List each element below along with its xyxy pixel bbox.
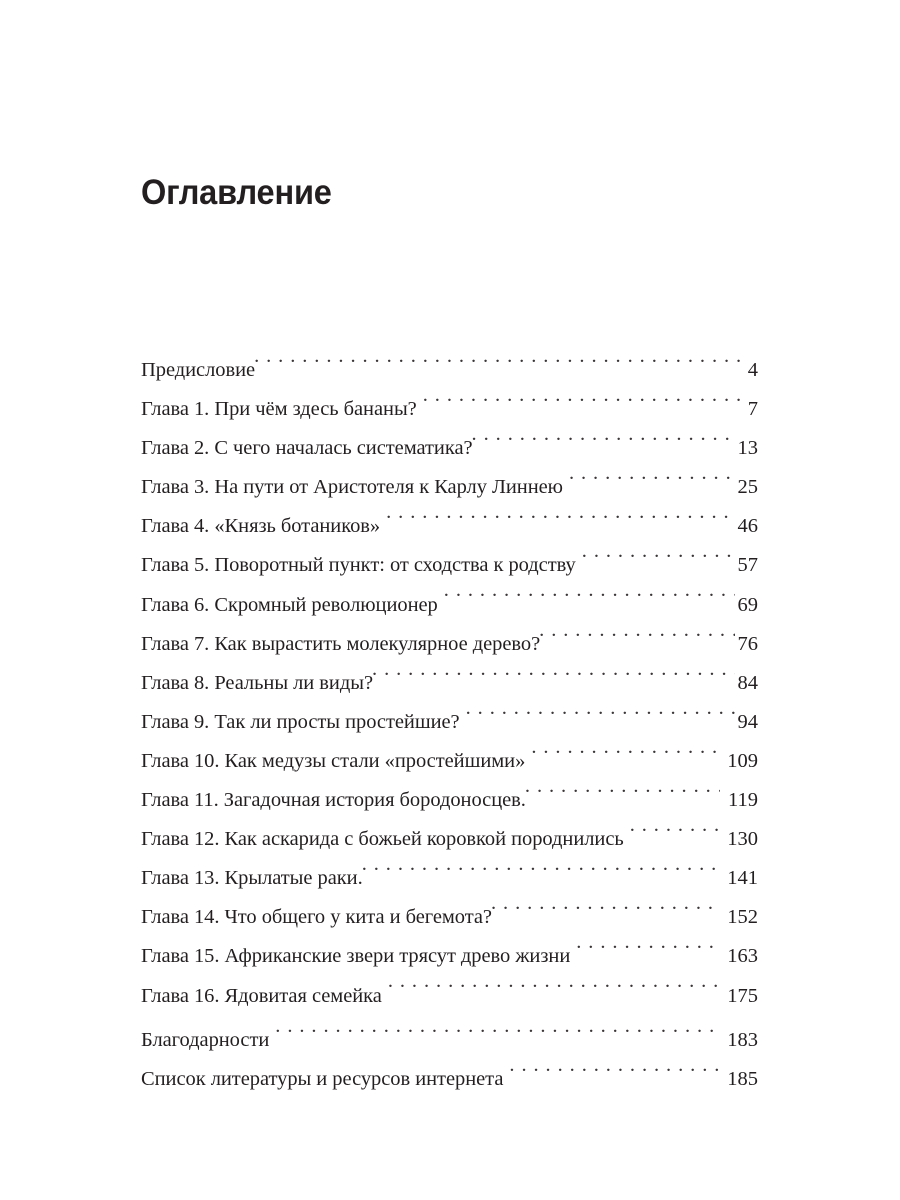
toc-page-number: 94 — [737, 710, 758, 733]
toc-entry-label: Глава 15. Африканские звери трясут древо жизни — [141, 945, 571, 968]
toc-entry-label: Глава 1. При чём здесь бананы? — [141, 398, 417, 421]
toc-entry[interactable] — [141, 546, 758, 585]
toc-entry[interactable] — [141, 977, 758, 1016]
toc-dot-leader — [509, 1064, 719, 1085]
toc-entry[interactable] — [141, 859, 758, 898]
toc-entry-label: Глава 12. Как аскарида с божьей коровкой породнились — [141, 828, 624, 851]
toc-dot-leader — [362, 864, 720, 885]
toc-entry-label: Глава 5. Поворотный пункт: от сходства к родству — [141, 554, 576, 577]
table-of-contents-list — [141, 351, 758, 1099]
toc-entry[interactable] — [141, 937, 758, 976]
toc-entry-label: Глава 3. На пути от Аристотеля к Карлу Линнею — [141, 476, 563, 499]
toc-entry-label: Глава 16. Ядовитая семейка — [141, 984, 382, 1007]
toc-page-number: 185 — [727, 1067, 758, 1090]
toc-dot-leader — [444, 590, 735, 611]
toc-page-number: 69 — [737, 593, 758, 616]
toc-dot-leader — [539, 629, 734, 650]
toc-dot-leader — [582, 551, 735, 572]
toc-page-number: 109 — [727, 749, 758, 772]
toc-entry-label: Предисловие — [141, 359, 256, 381]
toc-dot-leader — [569, 473, 735, 494]
toc-entry-label: Глава 11. Загадочная история бородоносцев. — [141, 789, 526, 812]
toc-entry[interactable] — [141, 586, 758, 625]
toc-entry-label: Глава 2. С чего началась систематика? — [141, 437, 473, 460]
toc-entry-label: Глава 13. Крылатые раки. — [141, 867, 363, 890]
toc-page-number: 119 — [728, 789, 758, 812]
toc-dot-leader — [423, 395, 745, 416]
toc-entry-label: Глава 10. Как медузы стали «простейшими» — [141, 749, 526, 772]
toc-entry[interactable] — [141, 742, 758, 781]
toc-entry[interactable] — [141, 781, 758, 820]
toc-dot-leader — [576, 942, 719, 963]
toc-dot-leader — [388, 981, 719, 1002]
toc-dot-leader — [525, 786, 720, 807]
toc-entry-label: Глава 4. «Князь ботаников» — [141, 515, 381, 538]
toc-entry[interactable] — [141, 625, 758, 664]
toc-dot-leader — [491, 903, 719, 924]
toc-dot-leader — [630, 825, 720, 846]
toc-page-number: 25 — [737, 476, 758, 499]
toc-entry-label: Список литературы и ресурсов интернета — [141, 1067, 504, 1090]
toc-dot-leader — [472, 434, 735, 455]
toc-entry[interactable] — [141, 468, 758, 507]
toc-entry[interactable] — [141, 898, 758, 937]
toc-page-number: 57 — [737, 554, 758, 577]
toc-page-number: 183 — [727, 1028, 758, 1051]
page-title: Оглавление — [141, 173, 332, 213]
toc-dot-leader — [531, 746, 719, 767]
toc-page-number: 13 — [737, 437, 758, 460]
toc-page-number: 46 — [737, 515, 758, 538]
toc-entry[interactable] — [141, 507, 758, 546]
toc-page-number: 130 — [727, 828, 758, 851]
toc-entry-label: Глава 14. Что общего у кита и бегемота? — [141, 906, 492, 929]
toc-page-number: 76 — [737, 632, 758, 655]
toc-entry[interactable] — [141, 1060, 758, 1099]
toc-page-number: 4 — [747, 359, 758, 381]
toc-entry-label: Глава 6. Скромный революционер — [141, 593, 438, 616]
toc-entry-label: Глава 7. Как вырастить молекулярное дерево? — [141, 632, 541, 655]
toc-entry-label: Глава 9. Так ли просты простейшие? — [141, 710, 460, 733]
toc-entry-label: Благодарности — [141, 1028, 270, 1051]
toc-dot-leader — [372, 668, 734, 689]
toc-page-number: 141 — [727, 867, 758, 890]
toc-dot-leader — [466, 707, 735, 728]
toc-page-number: 7 — [747, 398, 758, 421]
toc-page-number: 163 — [727, 945, 758, 968]
toc-entry[interactable] — [141, 1021, 758, 1060]
toc-page-number: 84 — [737, 671, 758, 694]
toc-page-number: 152 — [727, 906, 758, 929]
toc-entry-label: Глава 8. Реальны ли виды? — [141, 671, 374, 694]
toc-entry[interactable] — [141, 390, 758, 429]
toc-entry[interactable] — [141, 703, 758, 742]
toc-page-number: 175 — [727, 984, 758, 1007]
toc-dot-leader — [386, 512, 734, 533]
toc-dot-leader — [254, 356, 745, 377]
toc-entry[interactable] — [141, 351, 758, 390]
toc-entry[interactable] — [141, 820, 758, 859]
toc-entry[interactable] — [141, 664, 758, 703]
toc-dot-leader — [275, 1025, 719, 1046]
toc-entry[interactable] — [141, 429, 758, 468]
